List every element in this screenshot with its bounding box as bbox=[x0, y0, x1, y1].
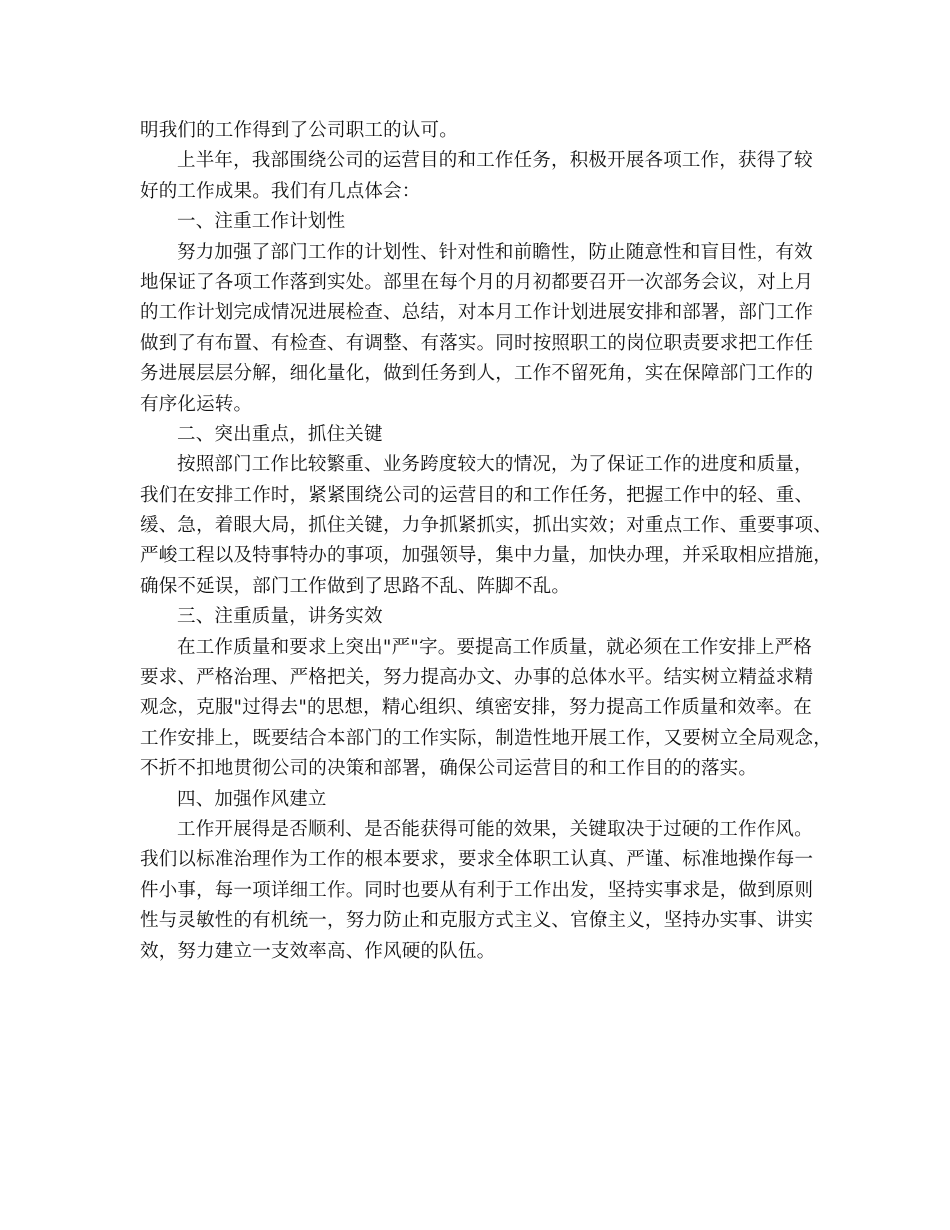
paragraph-line: 努力加强了部门工作的计划性、针对性和前瞻性，防止随意性和盲目性，有效 bbox=[177, 241, 813, 263]
document-body bbox=[140, 116, 832, 967]
paragraph-line: 按照部门工作比较繁重、业务跨度较大的情况，为了保证工作的进度和质量， bbox=[177, 454, 813, 476]
paragraph-line: 好的工作成果。我们有几点体会： bbox=[140, 180, 421, 202]
paragraph-line: 务进展层层分解，细化量化，做到任务到人，工作不留死角，实在保障部门工作的 bbox=[140, 363, 814, 385]
paragraph-line: 性与灵敏性的有机统一，努力防止和克服方式主义、官僚主义，坚持办实事、讲实 bbox=[140, 910, 814, 932]
section-heading: 二、突出重点，抓住关键 bbox=[177, 423, 383, 445]
section-heading: 三、注重质量，讲务实效 bbox=[177, 606, 383, 628]
section-heading: 一、注重工作计划性 bbox=[177, 211, 346, 233]
paragraph-line: 工作开展得是否顺利、是否能获得可能的效果，关键取决于过硬的工作作风。 bbox=[177, 818, 813, 840]
paragraph-line: 不折不扣地贯彻公司的决策和部署，确保公司运营目的和工作目的的落实。 bbox=[140, 758, 758, 780]
paragraph-line: 在工作质量和要求上突出"严"字。要提高工作质量，就必须在工作安排上严格 bbox=[177, 636, 812, 658]
paragraph-line: 确保不延误，部门工作做到了思路不乱、阵脚不乱。 bbox=[140, 575, 571, 597]
paragraph-line: 效，努力建立一支效率高、作风硬的队伍。 bbox=[140, 940, 496, 962]
paragraph-line: 件小事，每一项详细工作。同时也要从有利于工作出发，坚持实事求是，做到原则 bbox=[140, 879, 814, 901]
paragraph-line: 做到了有布置、有检查、有调整、有落实。同时按照职工的岗位职责要求把工作任 bbox=[140, 332, 814, 354]
section-heading: 四、加强作风建立 bbox=[177, 788, 327, 810]
paragraph-line: 上半年，我部围绕公司的运营目的和工作任务，积极开展各项工作，获得了较 bbox=[177, 150, 813, 172]
paragraph-line: 我们以标准治理作为工作的根本要求，要求全体职工认真、严谨、标准地操作每一 bbox=[140, 849, 814, 871]
paragraph-line: 观念，克服"过得去"的思想，精心组织、缜密安排，努力提高工作质量和效率。在 bbox=[140, 697, 812, 719]
paragraph-line: 我们在安排工作时，紧紧围绕公司的运营目的和工作任务，把握工作中的轻、重、 bbox=[140, 484, 814, 506]
paragraph-line: 有序化运转。 bbox=[140, 393, 253, 415]
paragraph-line: 要求、严格治理、严格把关，努力提高办文、办事的总体水平。结实树立精益求精 bbox=[140, 667, 814, 689]
paragraph-line: 的工作计划完成情况进展检查、总结，对本月工作计划进展安排和部署，部门工作 bbox=[140, 302, 814, 324]
paragraph-line: 工作安排上，既要结合本部门的工作实际，制造性地开展工作，又要树立全局观念， bbox=[140, 727, 832, 749]
paragraph-line: 严峻工程以及特事特办的事项，加强领导，集中力量，加快办理，并采取相应措施， bbox=[140, 545, 832, 567]
paragraph-line: 缓、急，着眼大局，抓住关键，力争抓紧抓实，抓出实效；对重点工作、重要事项、 bbox=[140, 515, 832, 537]
paragraph-line: 明我们的工作得到了公司职工的认可。 bbox=[140, 120, 458, 141]
paragraph-line: 地保证了各项工作落到实处。部里在每个月的月初都要召开一次部务会议，对上月 bbox=[140, 271, 814, 293]
